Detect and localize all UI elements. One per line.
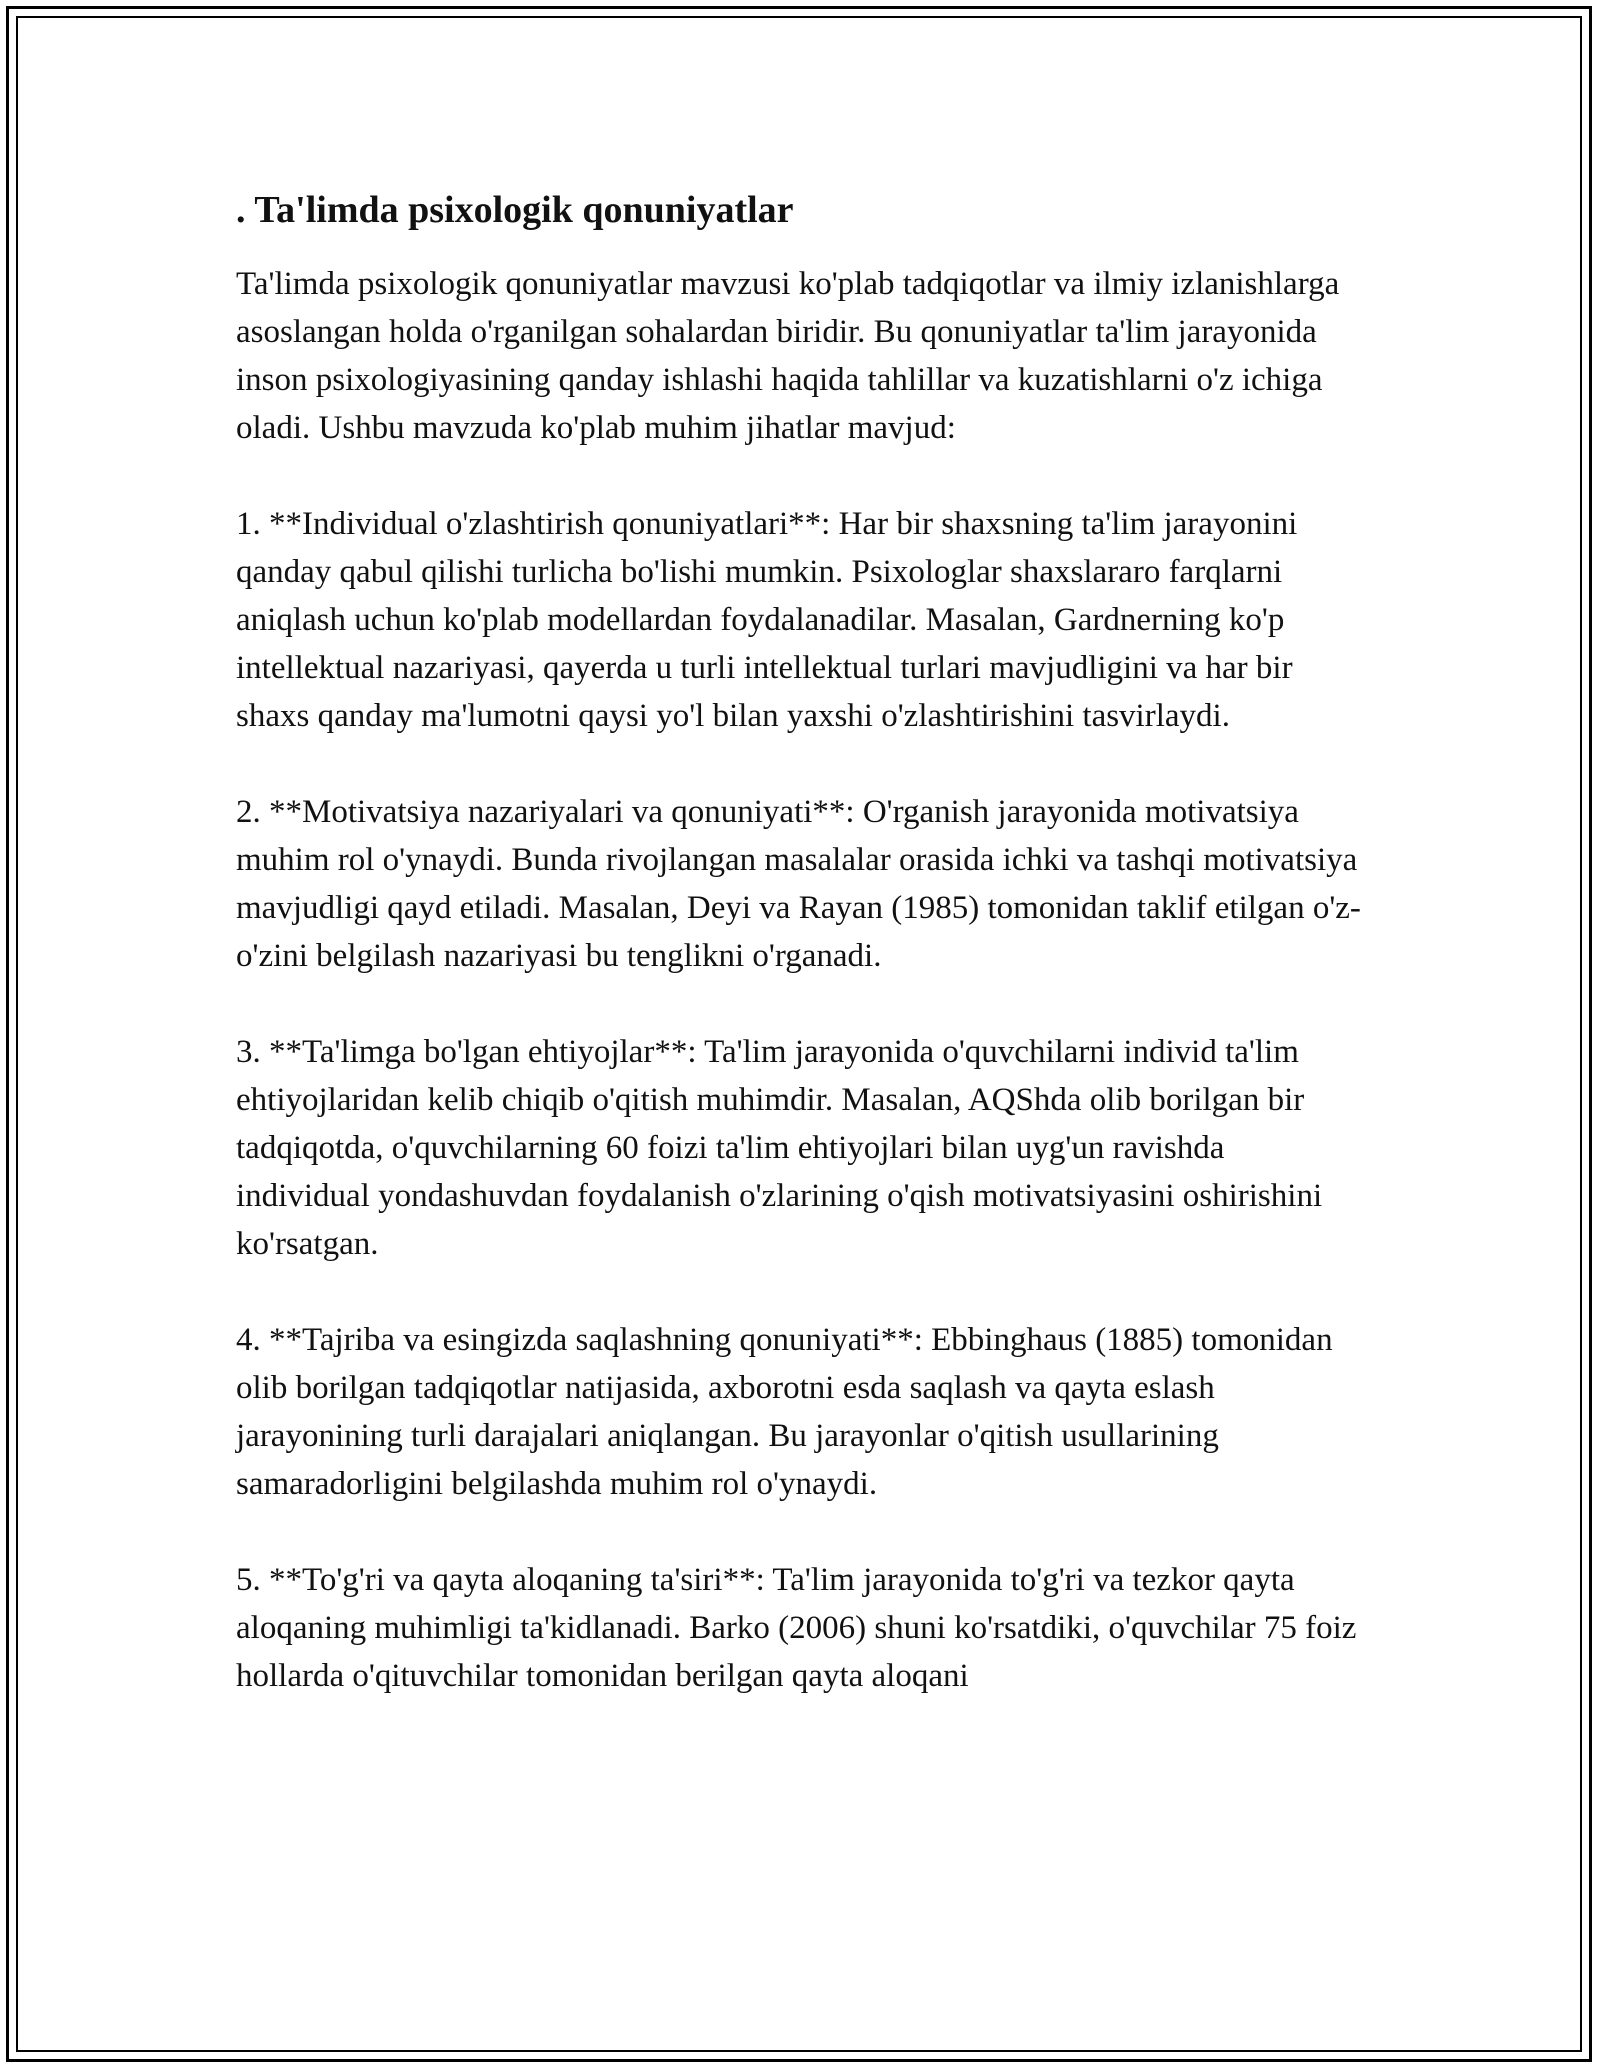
list-item-motivation: 2. **Motivatsiya nazariyalari va qonuniyati**: O'rganish jarayonida motivatsiya muhim rol o'ynaydi. Bunda rivojlangan masalalar orasida ichki va tashqi motivatsiya mavjudligi qayd etiladi. Masalan, Deyi va Rayan (1985) tomonidan taklif etilgan o'z-o'zini belgilash nazariyasi bu tenglikni o'rganadi. bbox=[236, 794, 1361, 974]
list-item-feedback: 5. **To'g'ri va qayta aloqaning ta'siri**: Ta'lim jarayonida to'g'ri va tezkor qayta aloqaning muhimligi ta'kidlanadi. Barko (2006) shuni ko'rsatdiki, o'quvchilar 75 foiz hollarda o'qituvchilar tomonidan berilgan qayta aloqani bbox=[236, 1562, 1357, 1694]
intro-paragraph: Ta'limda psixologik qonuniyatlar mavzusi ko'plab tadqiqotlar va ilmiy izlanishlarga asoslangan holda o'rganilgan sohalardan biridir. Bu qonuniyatlar ta'lim jarayonida inson psixologiyasining qanday ishlashi haqida tahlillar va kuzatishlarni o'z ichiga oladi. Ushbu mavzuda ko'plab muhim jihatlar mavjud: bbox=[236, 266, 1340, 446]
document-body bbox=[236, 186, 1366, 1748]
list-item-individual: 1. **Individual o'zlashtirish qonuniyatlari**: Har bir shaxsning ta'lim jarayonini qanday qabul qilishi turlicha bo'lishi mumkin. Psixologlar shaxslararo farqlarni aniqlash uchun ko'plab modellardan foydalanadilar. Masalan, Gardnerning ko'p intellektual nazariyasi, qayerda u turli intellektual turlari mavjudligini va har bir shaxs qanday ma'lumotni qaysi yo'l bilan yaxshi o'zlashtirishini tasvirlaydi. bbox=[236, 506, 1298, 734]
list-item-needs: 3. **Ta'limga bo'lgan ehtiyojlar**: Ta'lim jarayonida o'quvchilarni individ ta'lim ehtiyojlaridan kelib chiqib o'qitish muhimdir. Masalan, AQShda olib borilgan bir tadqiqotda, o'quvchilarning 60 foizi ta'lim ehtiyojlari bilan uyg'un ravishda individual yondashuvdan foydalanish o'zlarining o'qish motivatsiyasini oshirishini ko'rsatgan. bbox=[236, 1034, 1323, 1262]
section-heading: . Ta'limda psixologik qonuniyatlar bbox=[236, 189, 794, 231]
list-item-memory: 4. **Tajriba va esingizda saqlashning qonuniyati**: Ebbinghaus (1885) tomonidan olib borilgan tadqiqotlar natijasida, axborotni esda saqlash va qayta eslash jarayonining turli darajalari aniqlangan. Bu jarayonlar o'qitish usullarining samaradorligini belgilashda muhim rol o'ynaydi. bbox=[236, 1322, 1333, 1502]
